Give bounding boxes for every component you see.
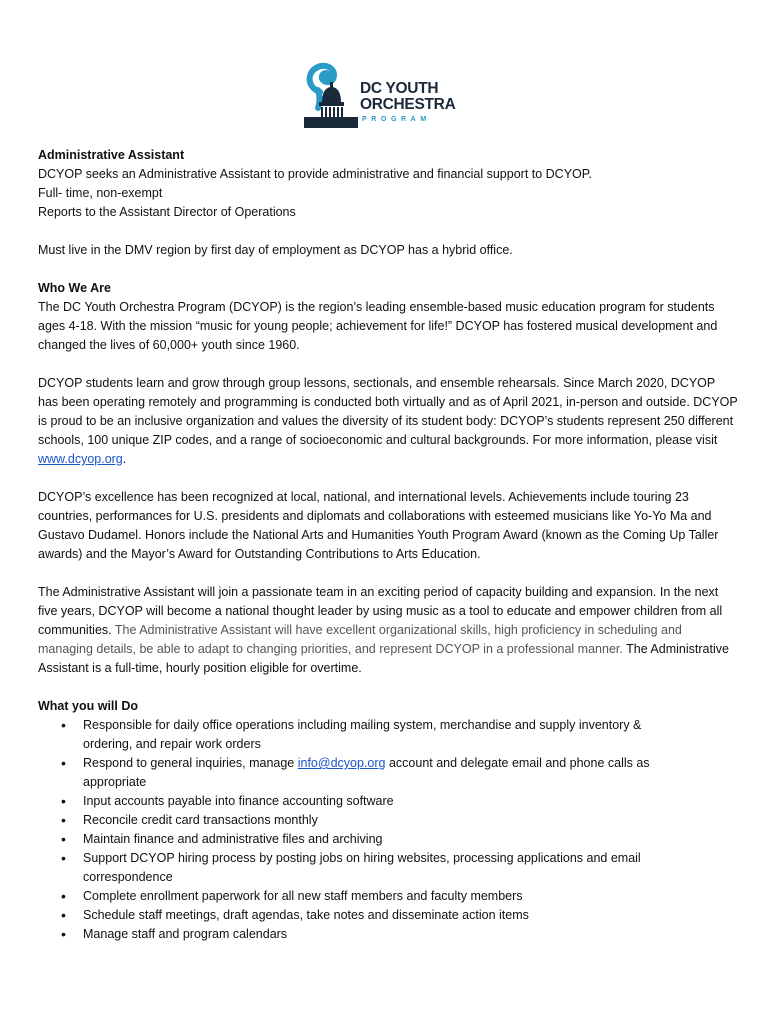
employment-type: Full- time, non-exempt <box>38 186 163 200</box>
list-item: • Reconcile credit card transactions monthly <box>38 811 683 830</box>
list-item: • Complete enrollment paperwork for all new staff members and faculty members <box>38 887 683 906</box>
list-item: • Maintain finance and administrative files and archiving <box>38 830 683 849</box>
who-paragraph-2-text: DCYOP students learn and grow through group lessons, sectionals, and ensemble rehearsals. Since March 2020, DCYOP has been operating remotely and programming is conducted both virtually and as of April 2021, in-person and outside. DCYOP is proud to be an inclusive organization and values the diversity of its student body: DCYOP’s students represent 250 different schools, 100 unique ZIP codes, and a range of socioeconomic and cultural backgrounds. For more information, please visit <box>38 376 738 447</box>
list-item: • Input accounts payable into finance accounting software <box>38 792 683 811</box>
duties-list <box>38 716 738 944</box>
who-paragraph-4-c: The Administrative Assistant is a full-time, hourly position eligible for overtime. <box>38 642 729 675</box>
who-paragraph-4-a: The Administrative Assistant will join a passionate team in an exciting period of capacity building and expansion. In the next five years, DCYOP will become a national thought leader by using music as a tool to educate and empower children from all communities. <box>38 585 723 637</box>
email-link[interactable]: info@dcyop.org <box>297 756 386 770</box>
logo-line-1: DC YOUTH <box>360 80 439 97</box>
list-item <box>38 754 708 792</box>
capitol-dome-scroll-icon <box>298 62 358 128</box>
who-paragraph-3: DCYOP’s excellence has been recognized at local, national, and international levels. Achievements include touring 23 countries, performances for U.S. presidents and diplomats and collaborations with esteemed musicians like Yo-Yo Ma and Gustavo Dudamel. Honors include the National Arts and Humanities Youth Program Award (known as the Coming Up Taller awards) and the Mayor’s Award for Outstanding Contributions to Arts Education. <box>38 490 719 561</box>
job-title: Administrative Assistant <box>38 148 185 162</box>
list-item: • Responsible for daily office operations including mailing system, merchandise and supply inventory & ordering, and repair work orders <box>38 716 683 754</box>
logo-line-2: ORCHESTRA <box>360 96 456 113</box>
list-item-text-b: account and delegate email and phone calls as appropriate <box>83 756 650 789</box>
job-summary: DCYOP seeks an Administrative Assistant to provide administrative and financial support to DCYOP. <box>38 167 592 181</box>
list-item: • Support DCYOP hiring process by posting jobs on hiring websites, processing applications and email correspondence <box>38 849 708 887</box>
website-link[interactable]: www.dcyop.org <box>38 452 123 466</box>
who-we-are-heading: Who We Are <box>38 281 111 295</box>
who-paragraph-1: The DC Youth Orchestra Program (DCYOP) is the region’s leading ensemble-based music education program for students ages 4-18. With the mission “music for young people; achievement for life!” DCYOP has fostered musical development and changed the lives of 60,000+ youth since 1960. <box>38 300 718 352</box>
logo-wordmark <box>360 81 455 113</box>
list-item: • Schedule staff meetings, draft agendas, take notes and disseminate action items <box>38 906 683 925</box>
dcyop-logo <box>298 62 473 128</box>
who-paragraph-2-end: . <box>122 452 127 466</box>
who-paragraph-2 <box>38 374 738 469</box>
who-paragraph-4 <box>38 583 738 678</box>
list-item: • Manage staff and program calendars <box>38 925 683 944</box>
logo-line-3: PROGRAM <box>362 116 431 123</box>
duties-heading: What you will Do <box>38 699 138 713</box>
who-paragraph-4-b: The Administrative Assistant will have excellent organizational skills, high proficiency in scheduling and managing details, be able to adapt to changing priorities, and represent DCYOP in a professional manner. <box>38 623 682 656</box>
list-item-text-a: Respond to general inquiries, manage <box>83 756 298 770</box>
location-notice: Must live in the DMV region by first day of employment as DCYOP has a hybrid office. <box>38 243 513 257</box>
job-posting <box>38 146 738 944</box>
reports-to: Reports to the Assistant Director of Operations <box>38 205 296 219</box>
